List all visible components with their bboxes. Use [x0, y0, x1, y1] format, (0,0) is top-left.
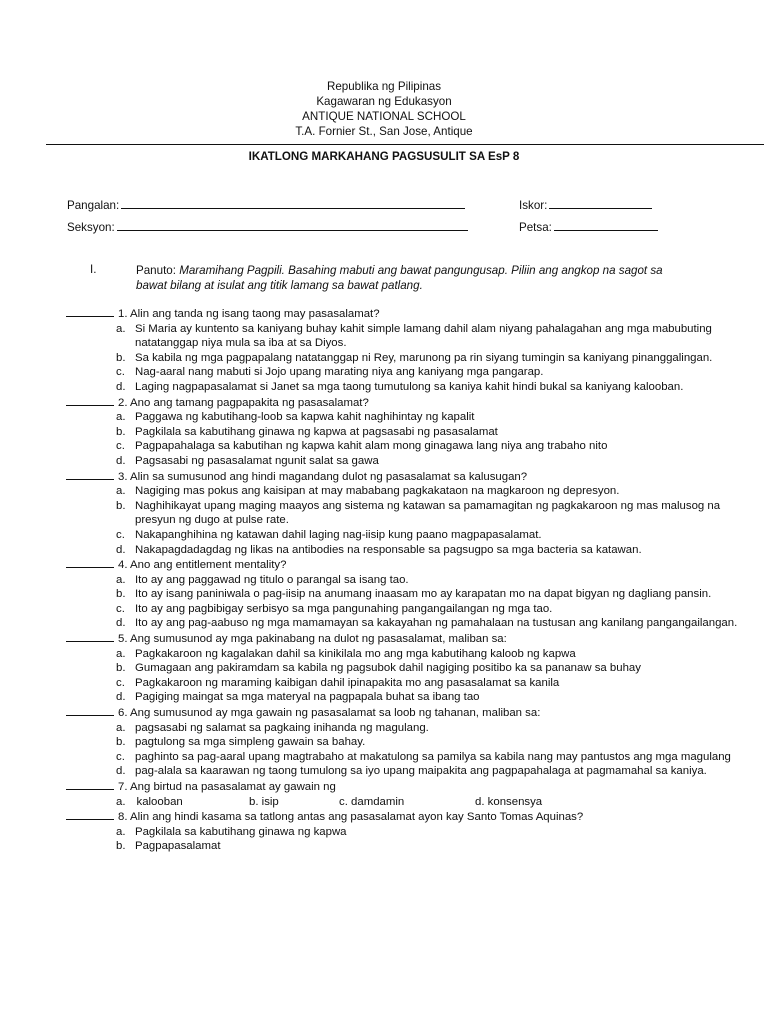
- question-2: [66, 395, 756, 411]
- option-item: [66, 410, 756, 425]
- part-number: I.: [90, 263, 97, 276]
- option-text: konsensya: [487, 795, 543, 808]
- header-divider: [46, 144, 764, 145]
- option-text: Ito ay ang pagbibigay serbisyo sa mga pangunahing pangangailangan ng mga tao.: [135, 602, 553, 615]
- option-text: Pagiging maingat sa mga materyal na pagpapala buhat sa ibang tao: [135, 691, 480, 704]
- option-item: [66, 543, 756, 558]
- question-6: [66, 705, 756, 721]
- question-3: [66, 469, 756, 485]
- question-text: 6. Ang sumusunod ay mga gawain ng pasasalamat sa loob ng tahanan, maliban sa:: [118, 707, 541, 720]
- option-item: [66, 454, 756, 469]
- option-letter: c.: [116, 366, 125, 379]
- inline-option-row: [66, 795, 756, 810]
- section-blank[interactable]: [117, 220, 468, 231]
- section-field[interactable]: [67, 220, 468, 234]
- option-item: [66, 351, 756, 366]
- header-address: T.A. Fornier St., San Jose, Antique: [295, 125, 473, 138]
- score-blank[interactable]: [549, 198, 652, 209]
- option-letter: a.: [116, 721, 126, 734]
- option-item: [66, 528, 756, 543]
- option-text: Ito ay ang pag-aabuso ng mga mamamayan sa kakayahan ng pamahalaan na tustusan ang kanilang pangangailangan.: [135, 617, 738, 630]
- option-text: Pagkilala sa kabutihang ginawa ng kapwa: [135, 825, 347, 838]
- option-letter: d.: [116, 691, 126, 704]
- option-letter: a.: [116, 795, 126, 808]
- option-item: [66, 764, 756, 779]
- option-item: [66, 602, 756, 617]
- option-letter: a.: [116, 411, 126, 424]
- option-text: Paggawa ng kabutihang-loob sa kapwa kahit naghihintay ng kapalit: [135, 411, 475, 424]
- option-text: Nakapanghihina ng katawan dahil laging nag-iisip kung paano magpapasalamat.: [135, 528, 542, 541]
- header-school: ANTIQUE NATIONAL SCHOOL: [302, 110, 466, 123]
- option-text: Sa kabila ng mga pagpapalang natatanggap ni Rey, marunong pa rin siyang tumingin sa kaniyang pinanggalingan.: [135, 351, 713, 364]
- name-blank[interactable]: [121, 198, 465, 209]
- option-text: damdamin: [351, 795, 405, 808]
- option-item: [66, 380, 756, 395]
- option-text: kalooban: [136, 795, 183, 808]
- option-item: [116, 795, 249, 810]
- option-letter: b.: [116, 736, 126, 749]
- option-letter: d.: [116, 765, 126, 778]
- option-text: Pagkakaroon ng kagalakan dahil sa kinikilala mo ang mga kabutihang kaloob ng kapwa: [135, 647, 576, 660]
- option-item: [249, 795, 339, 810]
- option-text: Pagpapasalamat: [135, 840, 221, 853]
- date-label: Petsa:: [519, 221, 552, 234]
- option-text: Naghihikayat upang maging maayos ang sistema ng katawan sa pamamagitan ng pagkakaroon ng mas malusog na presyun ng dugo at pulse rate.: [135, 499, 721, 527]
- option-item: [66, 750, 756, 765]
- option-item: [66, 825, 756, 840]
- option-letter: d.: [116, 454, 126, 467]
- option-item: [66, 690, 756, 705]
- answer-blank[interactable]: [66, 469, 114, 480]
- score-label: Iskor:: [519, 199, 548, 212]
- option-text: Si Maria ay kuntento sa kaniyang buhay kahit simple lamang dahil alam niyang pahalagahan ang mga mabubuting natatanggap niya mula sa iba at sa Diyos.: [135, 322, 712, 350]
- option-item: [66, 439, 756, 454]
- option-item: [66, 425, 756, 440]
- question-text: 3. Alin sa sumusunod ang hindi magandang dulot ng pasasalamat sa kalusugan?: [118, 470, 528, 483]
- answer-blank[interactable]: [66, 779, 114, 790]
- school-header: [0, 79, 768, 139]
- option-letter: c.: [116, 676, 125, 689]
- option-item: [66, 839, 756, 854]
- option-letter: b.: [116, 588, 126, 601]
- option-letter: b.: [116, 662, 126, 675]
- question-text: 1. Alin ang tanda ng isang taong may pasasalamat?: [118, 308, 380, 320]
- date-blank[interactable]: [554, 220, 658, 231]
- option-letter: c.: [339, 795, 348, 808]
- answer-blank[interactable]: [66, 557, 114, 568]
- header-department: Kagawaran ng Edukasyon: [316, 95, 452, 108]
- option-letter: b.: [116, 499, 126, 512]
- option-item: [66, 365, 756, 380]
- option-item: [66, 735, 756, 750]
- question-text: 5. Ang sumusunod ay mga pakinabang na dulot ng pasasalamat, maliban sa:: [118, 633, 507, 646]
- option-item: [66, 322, 756, 351]
- option-item: [339, 795, 475, 810]
- option-letter: d.: [116, 380, 126, 393]
- option-text: Ito ay isang paniniwala o pag-iisip na anumang inaasam mo ay karapatan mo na dapat bigyan ng dagliang pansin.: [135, 588, 712, 601]
- option-letter: c.: [116, 440, 125, 453]
- question-1: [66, 306, 756, 322]
- option-letter: c.: [116, 528, 125, 541]
- option-text: Pagkakaroon ng maraming kaibigan dahil ipinapakita mo ang pasasalamat sa kanila: [135, 676, 560, 689]
- option-letter: b.: [116, 351, 126, 364]
- option-letter: b.: [249, 795, 259, 808]
- option-letter: c.: [116, 602, 125, 615]
- option-letter: d.: [116, 617, 126, 630]
- answer-blank[interactable]: [66, 306, 114, 317]
- option-text: Nagiging mas pokus ang kaisipan at may mababang pagkakataon na magkaroon ng depresyon.: [135, 485, 620, 498]
- option-letter: c.: [116, 750, 125, 763]
- option-text: Gumagaan ang pakiramdam sa kabila ng pagsubok dahil nagiging positibo ka sa pananaw sa buhay: [135, 662, 641, 675]
- option-text: pagtulong sa mga simpleng gawain sa bahay.: [135, 736, 366, 749]
- option-text: Laging nagpapasalamat si Janet sa mga taong tumutulong sa kaniya kahit hindi bukal sa kaniyang kalooban.: [135, 380, 684, 393]
- answer-blank[interactable]: [66, 631, 114, 642]
- section-label: Seksyon:: [67, 221, 115, 234]
- option-item: [66, 616, 756, 631]
- option-text: Ito ay ang paggawad ng titulo o parangal sa isang tao.: [135, 573, 409, 586]
- answer-blank[interactable]: [66, 809, 114, 820]
- option-letter: b.: [116, 425, 126, 438]
- option-letter: d.: [475, 795, 485, 808]
- option-item: [66, 647, 756, 662]
- option-item: [66, 676, 756, 691]
- option-letter: a.: [116, 485, 126, 498]
- option-item: [66, 484, 756, 499]
- instructions: [136, 263, 696, 293]
- question-text: 2. Ano ang tamang pagpapakita ng pasasalamat?: [118, 396, 369, 409]
- option-item: [66, 661, 756, 676]
- option-text: pagsasabi ng salamat sa pagkaing inihanda ng magulang.: [135, 721, 429, 734]
- question-5: [66, 631, 756, 647]
- question-text: 4. Ano ang entitlement mentality?: [118, 559, 287, 572]
- option-item: [66, 721, 756, 736]
- option-letter: a.: [116, 573, 126, 586]
- option-text: Nag-aaral nang mabuti si Jojo upang marating niya ang kaniyang mga pangarap.: [135, 366, 544, 379]
- instructions-lead: Panuto:: [136, 264, 176, 277]
- option-letter: a.: [116, 322, 126, 335]
- option-letter: b.: [116, 840, 126, 853]
- name-field[interactable]: [67, 198, 465, 212]
- option-text: Nakapagdadagdag ng likas na antibodies na responsable sa pagsugpo sa mga bacteria sa katawan.: [135, 543, 642, 556]
- question-8: [66, 809, 756, 825]
- option-letter: d.: [116, 543, 126, 556]
- question-7: [66, 779, 756, 795]
- option-item: [66, 573, 756, 588]
- option-item: [66, 587, 756, 602]
- option-letter: a.: [116, 825, 126, 838]
- name-label: Pangalan:: [67, 199, 120, 212]
- score-field[interactable]: [519, 198, 652, 212]
- option-text: Pagkilala sa kabutihang ginawa ng kapwa at pagsasabi ng pasasalamat: [135, 425, 498, 438]
- option-text: pag-alala sa kaarawan ng taong tumulong sa iyo upang maipakita ang pagpapahalaga at pagmamahal sa kaniya.: [135, 765, 707, 778]
- question-4: [66, 557, 756, 573]
- question-text: 8. Alin ang hindi kasama sa tatlong antas ang pasasalamat ayon kay Santo Tomas Aquinas?: [118, 811, 584, 824]
- question-text: 7. Ang birtud na pasasalamat ay gawain ng: [118, 781, 336, 793]
- header-country: Republika ng Pilipinas: [326, 80, 442, 93]
- option-text: paghinto sa pag-aaral upang magtrabaho at makatulong sa pamilya sa kabila nang may pantustos ang mga magulang: [135, 750, 731, 763]
- exam-title: IKATLONG MARKAHANG PAGSUSULIT SA EsP 8: [248, 150, 520, 163]
- question-list: [66, 306, 756, 854]
- option-text: Pagpapahalaga sa kabutihan ng kapwa kahit alam mong ginagawa lang niya ang trabaho nito: [135, 440, 608, 453]
- option-text: isip: [261, 795, 279, 808]
- instructions-text: Maramihang Pagpili. Basahing mabuti ang bawat pangungusap. Piliin ang angkop na sagot sa bawat bilang at isulat ang titik lamang sa bawat patlang.: [136, 264, 663, 292]
- answer-blank[interactable]: [66, 395, 114, 406]
- answer-blank[interactable]: [66, 705, 114, 716]
- option-item: [66, 499, 756, 528]
- date-field[interactable]: [519, 220, 658, 234]
- option-text: Pagsasabi ng pasasalamat ngunit salat sa gawa: [135, 454, 379, 467]
- option-item: [475, 795, 595, 810]
- option-letter: a.: [116, 647, 126, 660]
